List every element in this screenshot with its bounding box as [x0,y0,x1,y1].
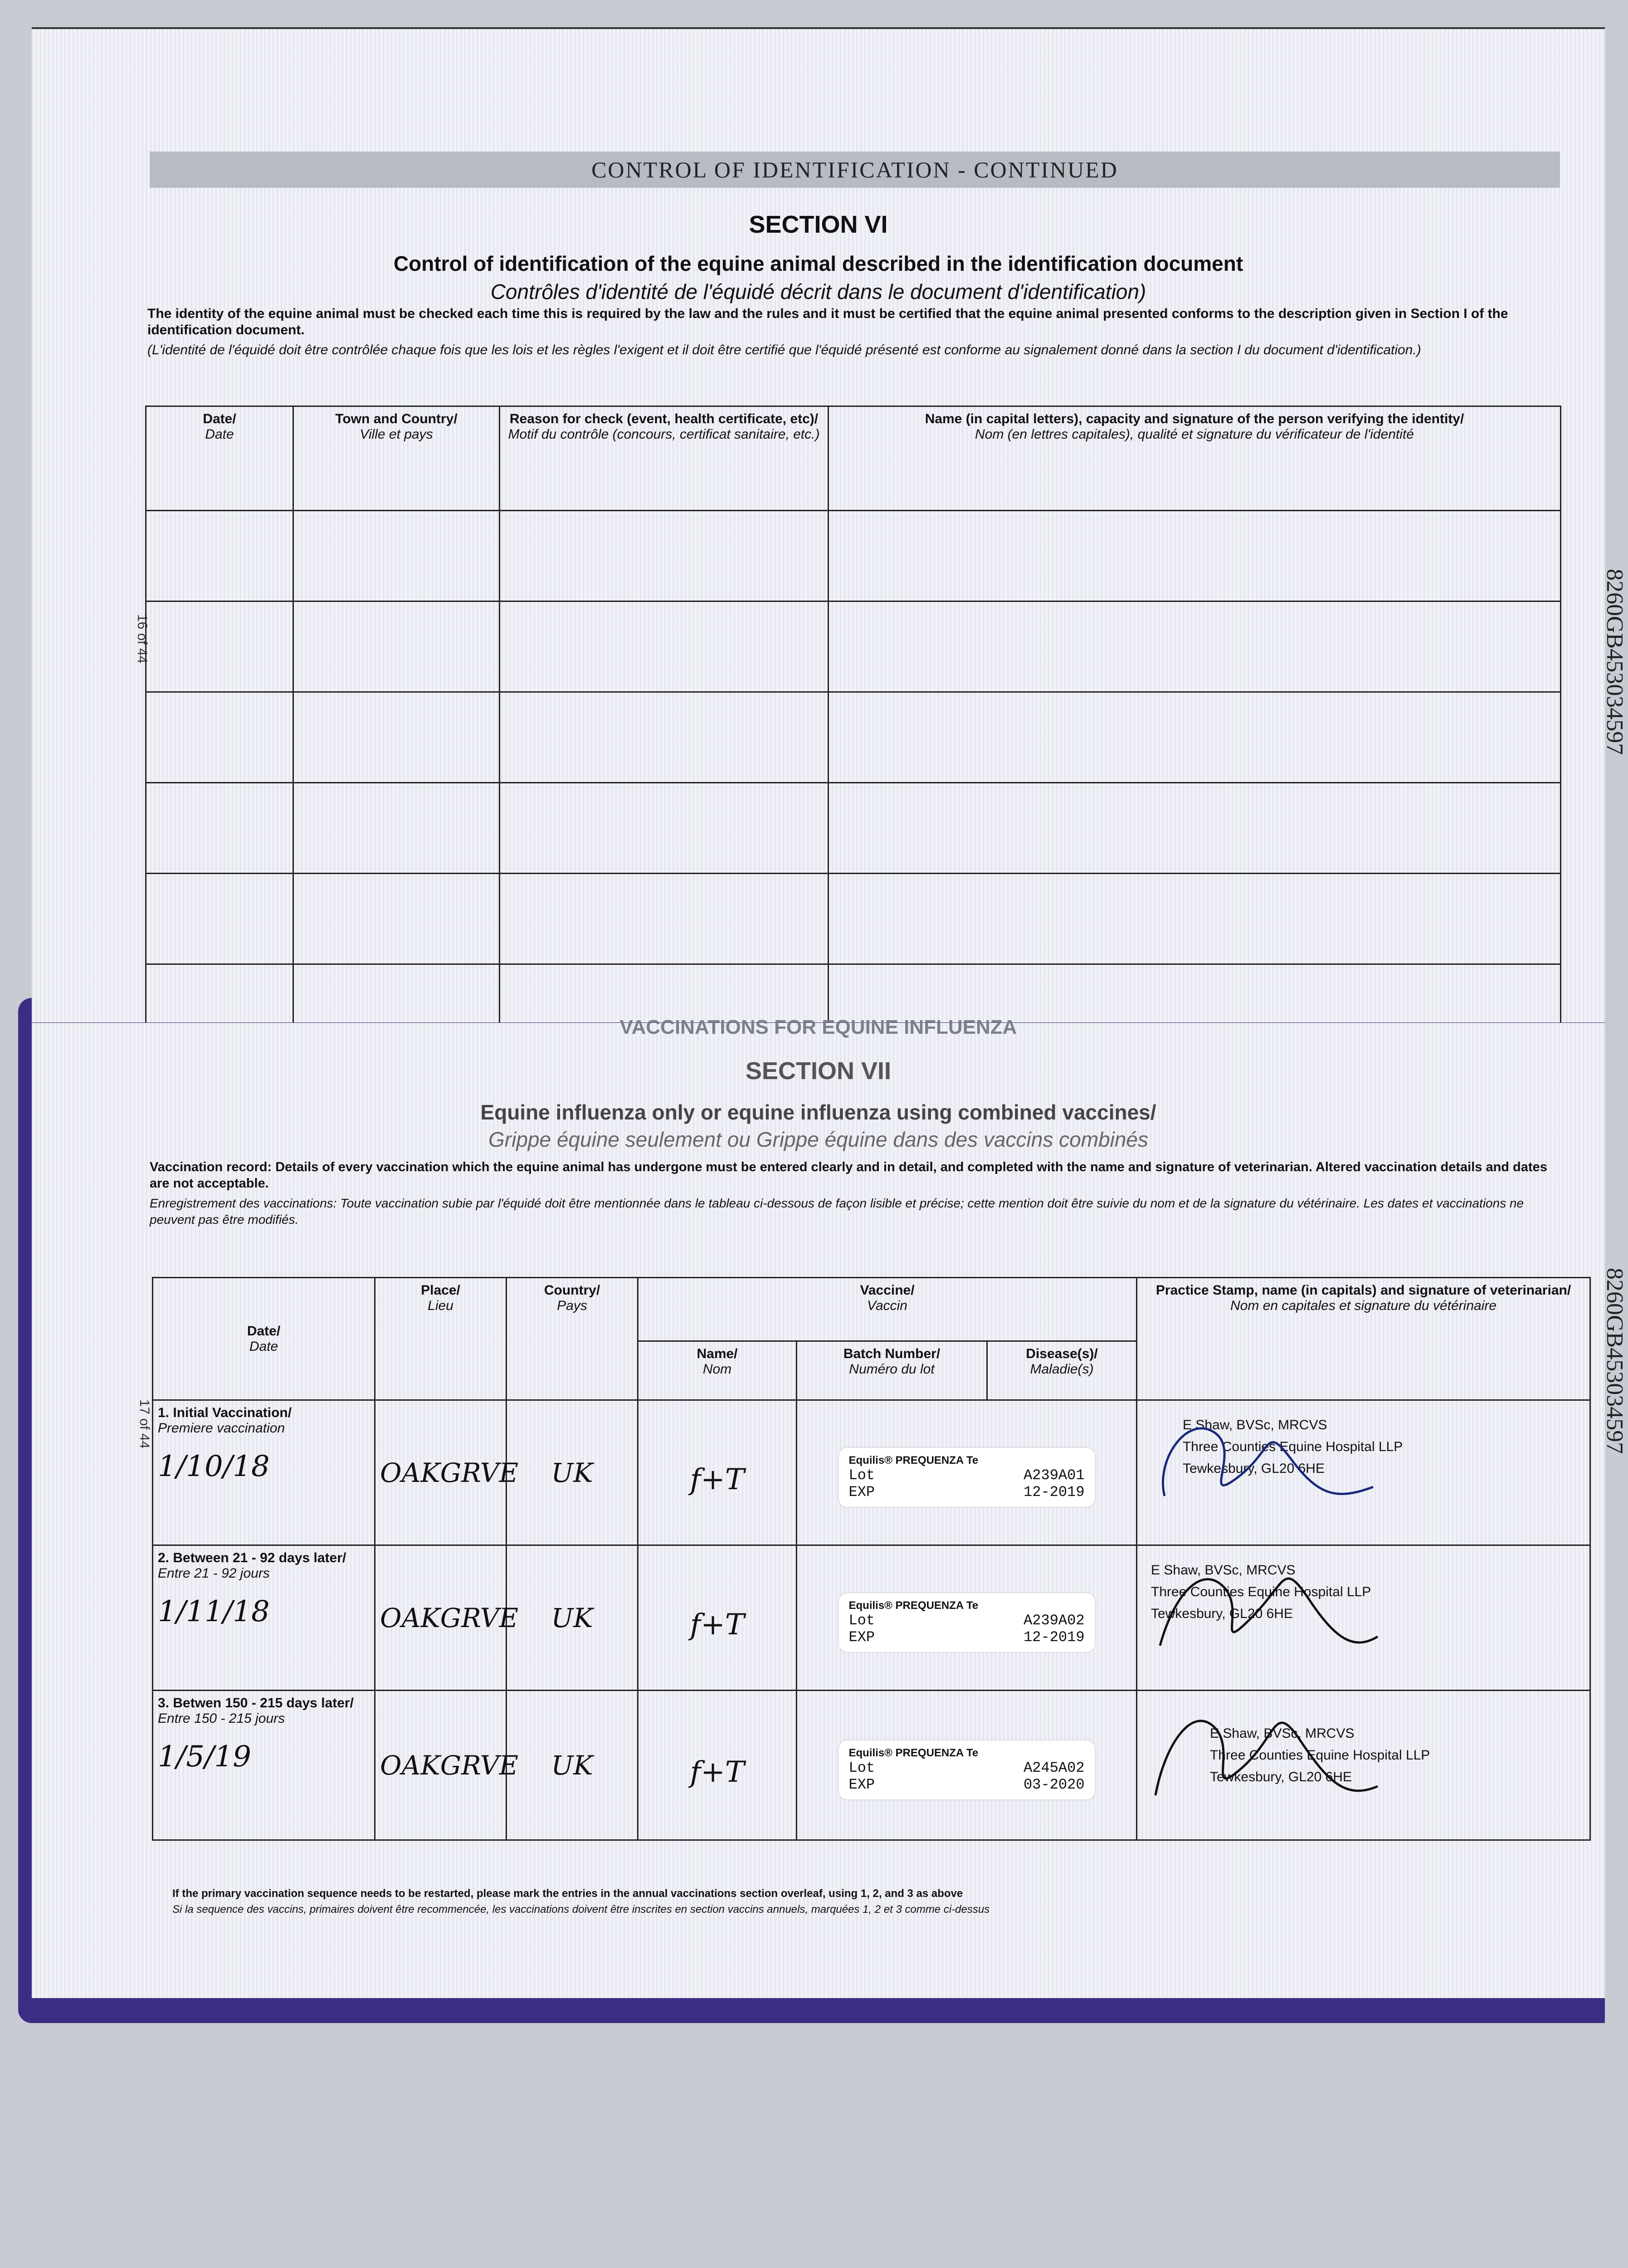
vaccine-name: f+T [638,1400,797,1545]
vaccination-label: 3. Betwen 150 - 215 days later/ Entre 150 - 215 jours 1/5/19 [153,1691,375,1840]
handwritten-date: 1/10/18 [158,1450,270,1483]
vaccination-page [32,1016,1628,1998]
signature-scribble [1146,1696,1382,1804]
vaccination-country: UK [507,1691,638,1840]
vaccination-row [153,1400,1590,1545]
signature-scribble [1146,1550,1382,1659]
page-number: 16 of 44 [135,614,150,664]
col-header-disease: Disease(s)/ Maladie(s) [987,1341,1137,1400]
section-title-fr: Grippe équine seulement ou Grippe équine dans des vaccins combinés [488,1128,1148,1151]
vaccination-row [153,1545,1590,1691]
batch-sticker: Equilis® PREQUENZA Te Lot A245A02 EXP 03-2020 [797,1691,1137,1840]
document-id-code: 8260GB453034597 [1602,569,1628,755]
intro-text-fr: Enregistrement des vaccinations: Toute vaccination subie par l'équidé doit être mentionnée dans le tableau ci-dessous de façon lisible et précise; cette mention doit être suivie du nom et de la signature du vétérinaire. Les dates et vaccinations ne peuvent pas être modifiés. [150,1196,1524,1227]
col-header-stamp: Practice Stamp, name (in capitals) and signature of veterinarian/ Nom en capitales et signature du vétérinaire [1137,1278,1590,1400]
faded-banner: VACCINATIONS FOR EQUINE INFLUENZA [619,1016,1017,1038]
batch-sticker: Equilis® PREQUENZA Te Lot A239A02 EXP 12-2019 [797,1545,1137,1691]
page-banner: CONTROL OF IDENTIFICATION - CONTINUED [150,152,1560,188]
col-header-vaccine-name: Name/ Nom [638,1341,797,1400]
handwritten-date: 1/5/19 [158,1740,251,1774]
col-header-vaccine: Vaccine/ Vaccin [638,1278,1137,1341]
col-header-date: Date/ Date [146,406,293,511]
table-header-row [153,1278,1590,1341]
identification-check-table [145,406,1561,1033]
batch-sticker: Equilis® PREQUENZA Te Lot A239A01 EXP 12-2019 [797,1400,1137,1545]
intro-text-en: Vaccination record: Details of every vaccination which the equine animal has undergone must be entered clearly and in detail, and completed with the name and signature of veterinarian. Altered vaccination details and dates are not acceptable. [150,1160,1547,1191]
section-title-en: Control of identification of the equine animal described in the identification document [393,252,1243,275]
vaccination-row [153,1691,1590,1840]
col-header-country: Country/ Pays [507,1278,638,1400]
signature-scribble [1146,1405,1382,1514]
intro-text-en: The identity of the equine animal must be checked each time this is required by the law and the rules and it must be certified that the equine animal presented conforms to the description given in Section I of the identification document. [147,306,1508,337]
col-header-place: Place/ Lieu [375,1278,507,1400]
vaccination-label: 1. Initial Vaccination/ Premiere vaccination 1/10/18 [153,1400,375,1545]
identification-page [32,27,1628,1022]
vaccine-name: f+T [638,1691,797,1840]
section-title-fr: Contrôles d'identité de l'équidé décrit dans le document d'identification) [490,280,1146,303]
col-header-batch: Batch Number/ Numéro du lot [797,1341,987,1400]
col-header-reason: Reason for check (event, health certificate, etc)/ Motif du contrôle (concours, certificat sanitaire, etc.) [500,406,829,511]
vet-stamp: E Shaw, BVSc, MRCVS Three Counties Equine Hospital LLP Tewkesbury, GL20 6HE [1137,1691,1590,1840]
vet-stamp: E Shaw, BVSc, MRCVS Three Counties Equine Hospital LLP Tewkesbury, GL20 6HE [1137,1545,1590,1691]
table-row [146,874,1561,964]
vaccination-place: OAKGRVE [375,1545,507,1691]
handwritten-date: 1/11/18 [158,1595,270,1628]
section-title-en: Equine influenza only or equine influenza using combined vaccines/ [480,1100,1156,1124]
vet-stamp: E Shaw, BVSc, MRCVS Three Counties Equine Hospital LLP Tewkesbury, GL20 6HE [1137,1400,1590,1545]
footnote-fr: Si la sequence des vaccins, primaires doivent être recommencée, les vaccinations doivent être inscrites en section vaccins annuels, marquées 1, 2 et 3 comme ci-dessus [172,1903,990,1916]
vaccination-place: OAKGRVE [375,1400,507,1545]
page-number: 17 of 44 [137,1399,152,1449]
document-id-code: 8260GB453034597 [1602,1268,1628,1454]
vaccine-name: f+T [638,1545,797,1691]
section-heading: SECTION VI [749,211,888,238]
footnote-en: If the primary vaccination sequence needs to be restarted, please mark the entries in the annual vaccinations section overleaf, using 1, 2, and 3 as above [172,1887,963,1900]
table-row [146,692,1561,783]
col-header-date: Date/ Date [153,1278,375,1400]
vaccination-table [152,1277,1591,1841]
vaccination-label: 2. Between 21 - 92 days later/ Entre 21 - 92 jours 1/11/18 [153,1545,375,1691]
intro-text-fr: (L'identité de l'équidé doit être contrôlée chaque fois que les lois et les règles l'exigent et il doit être certifié que l'équidé présenté est conforme au signalement donné dans la section I du document d'identification.) [147,342,1421,357]
col-header-town: Town and Country/ Ville et pays [293,406,500,511]
table-row [146,601,1561,692]
table-row [146,511,1561,601]
vaccination-country: UK [507,1400,638,1545]
table-header-row [146,406,1561,511]
col-header-verifier: Name (in capital letters), capacity and signature of the person verifying the identity/ Nom (en lettres capitales), qualité et signature du vérificateur de l'identité [829,406,1561,511]
table-row [146,783,1561,874]
section-heading: SECTION VII [745,1057,892,1085]
vaccination-place: OAKGRVE [375,1691,507,1840]
vaccination-country: UK [507,1545,638,1691]
